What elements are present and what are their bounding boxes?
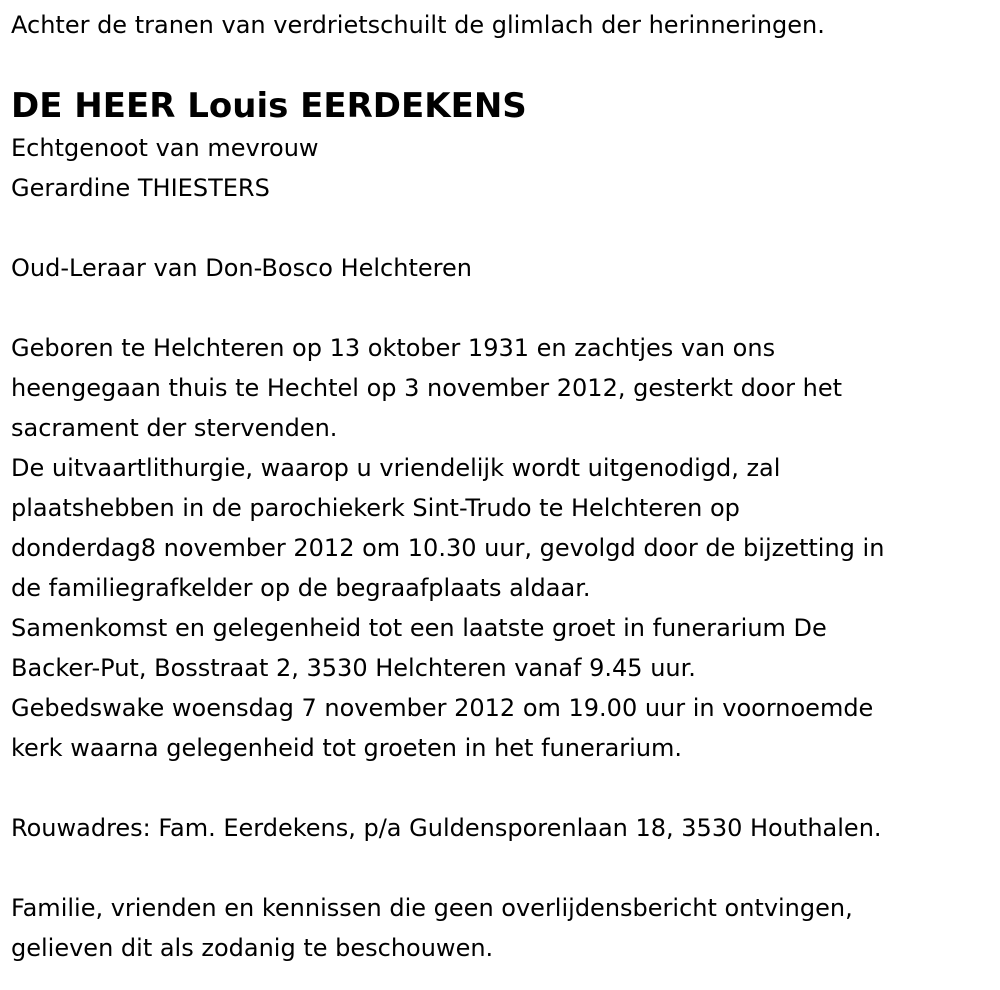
spouse-line: Echtgenoot van mevrouw [11,134,319,162]
mourning-address: Rouwadres: Fam. Eerdekens, p/a Guldensporenlaan 18, 3530 Houthalen. [11,814,882,842]
obituary-notice [11,0,991,968]
body-line: Gebedswake woensdag 7 november 2012 om 19.00 uur in voornoemde [11,694,874,722]
body-line: heengegaan thuis te Hechtel op 3 november 2012, gesterkt door het [11,374,843,402]
body-line: Geboren te Helchteren op 13 oktober 1931 en zachtjes van ons [11,334,776,362]
body-line: sacrament der stervenden. [11,414,338,442]
closing-line: gelieven dit als zodanig te beschouwen. [11,934,494,962]
body-line: Samenkomst en gelegenheid tot een laatste groet in funerarium De [11,614,827,642]
body-line: De uitvaartlithurgie, waarop u vriendelijk wordt uitgenodigd, zal [11,454,781,482]
deceased-name: DE HEER Louis EERDEKENS [11,86,527,126]
motto: Achter de tranen van verdrietschuilt de glimlach der herinneringen. [11,11,825,39]
closing-line: Familie, vrienden en kennissen die geen overlijdensbericht ontvingen, [11,894,853,922]
spacer [11,768,991,808]
body-line: kerk waarna gelegenheid tot groeten in het funerarium. [11,734,683,762]
body-line: Backer-Put, Bosstraat 2, 3530 Helchteren vanaf 9.45 uur. [11,654,696,682]
spacer [11,288,991,328]
occupation: Oud-Leraar van Don-Bosco Helchteren [11,254,472,282]
body-line: plaatshebben in de parochiekerk Sint-Trudo te Helchteren op [11,494,740,522]
body-line: donderdag8 november 2012 om 10.30 uur, gevolgd door de bijzetting in [11,534,885,562]
spacer [11,848,991,888]
spacer [11,208,991,248]
spouse-name: Gerardine THIESTERS [11,174,270,202]
body-line: de familiegrafkelder op de begraafplaats aldaar. [11,574,591,602]
